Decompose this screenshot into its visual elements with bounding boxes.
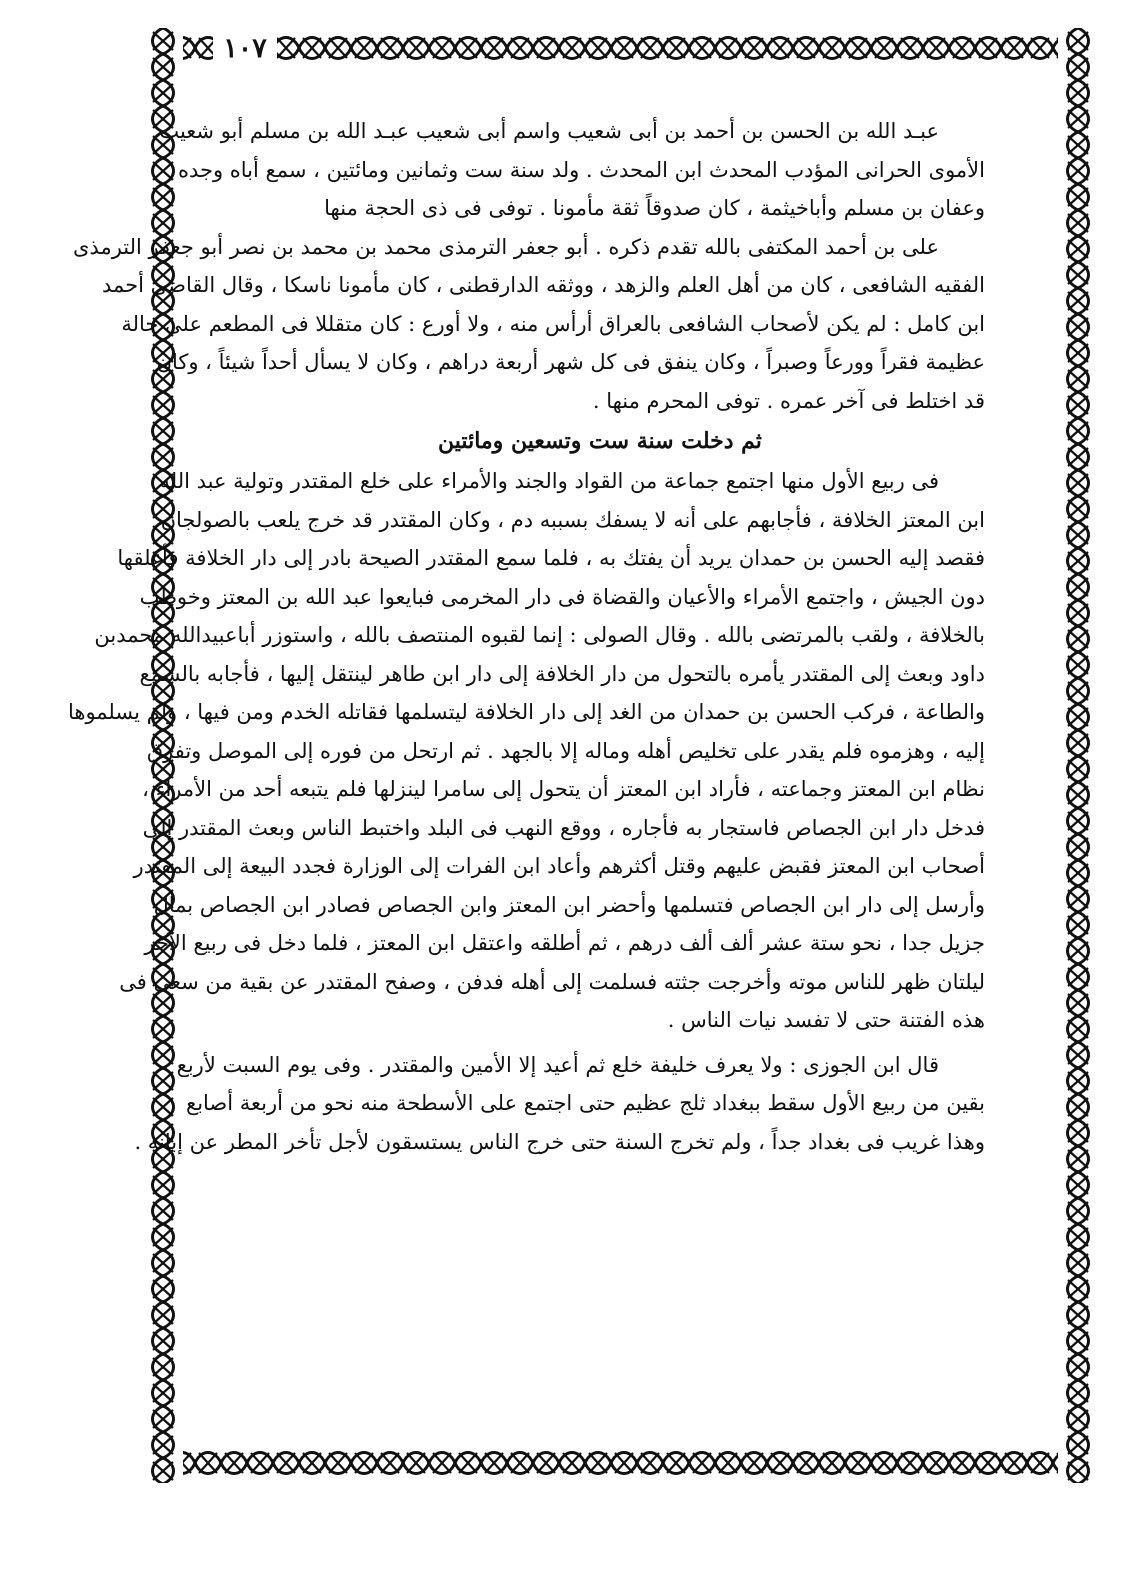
page-text-body [67, 112, 985, 1432]
text-line: الأموى الحرانى المؤدب المحدث ابن المحدث . ولد سنة ست وثمانين ومائتين ، سمع أباه وجده [177, 157, 985, 182]
text-line: ليلتان ظهر للناس موته وأخرجت جثته فسلمت إلى أهله فدفن ، وصفح المقتدر عن بقية من سعى فى [119, 969, 985, 994]
text-line: والطاعة ، فركب الحسن بن حمدان من الغد إلى دار الخلافة ليتسلمها فقاتله الخدم ومن فيها ، ولم يسلموها [67, 700, 985, 724]
text-line: فقصد إليه الحسن بن حمدان يريد أن يفتك به ، فلما سمع المقتدر الصيحة بادر إلى دار الخلافة فأغلقها [117, 546, 985, 570]
text-line: عبـد الله بن الحسن بن أحمد بن أبى شعيب واسم أبى شعيب عبـد الله بن مسلم أبو شعيب [159, 119, 939, 143]
text-line: وعفان بن مسلم وأباخيثمة ، كان صدوقاً ثقة مأمونا . توفى فى ذى الحجة منها [324, 196, 985, 220]
text-line: نظام ابن المعتز وجماعته ، فأراد ابن المعتز أن يتحول إلى سامرا لينزلها فلم يتبعه أحد من الأمراء ، [142, 777, 985, 801]
braided-rope-ornament [143, 1443, 1098, 1483]
text-line: إليه ، وهزموه فلم يقدر على تخليص أهله وماله إلا بالجهد . ثم ارتحل من فوره إلى الموصل وتفرق [146, 738, 985, 763]
biography-entry [72, 228, 985, 421]
text-line: دون الجيش ، واجتمع الأمراء والأعيان والقضاة فى دار المخرمى فبايعوا عبد الله بن المعتز وخوطب [139, 584, 985, 609]
text-line: قد اختلط فى آخر عمره . توفى المحرم منها . [592, 388, 985, 413]
text-line: وهذا غريب فى بغداد جداً ، ولم تخرج السنة حتى خرج الناس يستسقون لأجل تأخر المطر عن إبانه . [134, 1129, 985, 1154]
biography-entry [159, 112, 985, 228]
chronicle-paragraph [134, 1046, 985, 1162]
text-line: داود وبعث إلى المقتدر يأمره بالتحول من دار الخلافة إلى دار ابن طاهر لينتقل إليها ، فأجابه بالسمع [139, 661, 985, 686]
text-line: ابن كامل : لم يكن لأصحاب الشافعى بالعراق أرأس منه ، ولا أورع : كان متقللا فى المطعم على حالة [121, 311, 985, 336]
chronicle-paragraph [67, 462, 985, 1040]
right-ornament-border [1058, 28, 1098, 1483]
text-line: بقين من ربيع الأول سقط ببغداد ثلج عظيم حتى اجتمع على الأسطحة منه نحو من أربعة أصابع [186, 1091, 985, 1115]
text-line: وأرسل إلى دار ابن الجصاص فتسلمها وأحضر ابن المعتز وابن الجصاص فصادر ابن الجصاص بمال [153, 892, 985, 917]
text-line: فى ربيع الأول منها اجتمع جماعة من القواد والجند والأمراء على خلع المقتدر وتولية عبد الله [159, 469, 939, 493]
section-heading: ثم دخلت سنة ست وتسعين ومائتين [438, 428, 762, 454]
braided-rope-ornament [1058, 28, 1098, 1483]
text-line: جزيل جدا ، نحو ستة عشر ألف ألف درهم ، ثم أطلقه واعتقل ابن المعتز ، فلما دخل فى ربيع الآخر [144, 931, 985, 955]
page-number: ١٠٧ [213, 30, 277, 66]
text-line: قال ابن الجوزى : ولا يعرف خليفة خلع ثم أعيد إلا الأمين والمقتدر . وفى يوم السبت لأربع [176, 1052, 939, 1077]
text-line: الفقيه الشافعى ، كان من أهل العلم والزهد ، ووثقه الدارقطنى ، كان مأمونا ناسكا ، وقال القاضى أحمد [102, 273, 985, 297]
text-line: على بن أحمد المكتفى بالله تقدم ذكره . أبو جعفر الترمذى محمد بن محمد بن نصر أبو جعفر الترمذى [72, 234, 939, 259]
text-line: عظيمة فقراً وورعاً وصبراً ، وكان ينفق فى كل شهر أربعة دراهم ، وكان لا يسأل أحداً شيئاً ، وكان [156, 350, 985, 374]
text-line: أصحاب ابن المعتز فقبض عليهم وقتل أكثرهم وأعاد ابن الفرات إلى الوزارة فجدد البيعة إلى المقتدر [133, 854, 985, 878]
bottom-ornament-border [143, 1443, 1098, 1483]
text-line: ابن المعتز الخلافة ، فأجابهم على أنه لا يسفك بسببه دم ، وكان المقتدر قد خرج يلعب بالصولجان [160, 507, 985, 532]
top-ornament-border [143, 28, 1098, 68]
text-line: فدخل دار ابن الجصاص فاستجار به فأجاره ، ووقع النهب فى البلد واختبط الناس وبعث المقتدر إلى [142, 815, 985, 840]
text-line: هذه الفتنة حتى لا تفسد نيات الناس . [667, 1008, 985, 1032]
braided-rope-ornament [143, 28, 1098, 68]
text-line: بالخلافة ، ولقب بالمرتضى بالله . وقال الصولى : إنما لقبوه المنتصف بالله ، واستوزر أباعبيدالله محمدبن [94, 623, 985, 647]
